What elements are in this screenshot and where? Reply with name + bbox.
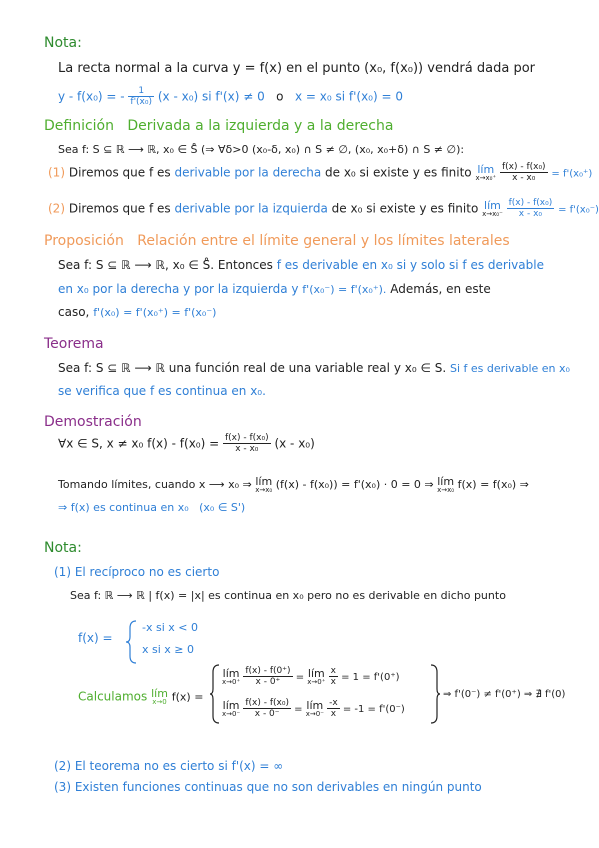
prop-line2-b: f'(x₀⁻) = f'(x₀⁺).: [302, 283, 387, 296]
demo-line3-b: (x₀ ∈ S'): [199, 501, 246, 514]
item1-number: (1): [48, 165, 65, 180]
proposicion-title: Proposición: [44, 233, 124, 249]
prop-line1-b: f es derivable en x₀ si y solo si f es derivable: [276, 258, 544, 272]
demo-limit-2: [437, 476, 454, 494]
frac-num: x: [330, 666, 336, 676]
frac-den: x: [330, 677, 336, 688]
proposicion-subtitle: Relación entre el límite general y los límites laterales: [137, 233, 510, 249]
item1-text-c: de x₀ si existe y es finito: [325, 165, 472, 180]
nota-title: Nota:: [44, 35, 82, 51]
calc-limit: [151, 688, 168, 706]
lim-word: lím: [437, 475, 455, 488]
teo-line1-b: Si f es derivable en x₀: [449, 362, 570, 375]
item2-limit: [482, 200, 503, 218]
proposicion-line-3: [58, 306, 216, 319]
lim-sub: x→x₀⁻: [482, 209, 503, 218]
demostracion-line-1: [58, 433, 315, 455]
left-limit-row: [222, 698, 405, 720]
lim-word: lím: [222, 698, 240, 712]
frac-num: f(x) - f(x₀): [245, 698, 289, 708]
lim-word: lím: [477, 162, 495, 176]
item2-fraction: [507, 198, 555, 220]
prop-line3-b: f'(x₀) = f'(x₀⁺) = f'(x₀⁻): [93, 306, 217, 319]
proposicion-heading: [44, 234, 510, 249]
definicion-heading: [44, 119, 393, 134]
calculamos-line: [78, 688, 203, 706]
item2-result: = f'(x₀⁻): [558, 204, 599, 216]
demo-line1-b: (x - x₀): [274, 436, 315, 451]
lim-word: lím: [222, 666, 240, 680]
item1-text-b: derivable por la derecha: [174, 165, 322, 180]
item2-number: (2): [48, 201, 65, 216]
demo-line2-a: Tomando límites, cuando x ⟶ x₀ ⇒: [58, 478, 252, 491]
r1-result: = 1 = f'(0⁺): [341, 671, 400, 683]
nota2-item-1: (1) El recíproco no es cierto: [54, 565, 220, 579]
eq-frac-den: f'(x₀): [130, 97, 153, 108]
lim-sub: x→x₀: [437, 486, 455, 494]
demo-line3-a: ⇒ f(x) es continua en x₀: [58, 501, 189, 514]
r1-limit: [222, 668, 240, 686]
item2-text-a: Diremos que f es: [68, 201, 171, 216]
proposicion-line-2: [58, 283, 491, 296]
lim-word: lím: [484, 198, 501, 212]
teo-line1-a: Sea f: S ⊆ ℝ ⟶ ℝ una función real de una variable real y x₀ ∈ S.: [58, 361, 447, 375]
item1-result: = f'(x₀⁺): [551, 168, 593, 180]
frac-den: x: [330, 709, 337, 720]
nota2-item-1-line: Sea f: ℝ ⟶ ℝ | f(x) = |x| es continua en x₀ pero no es derivable en dicho punto: [70, 589, 506, 602]
item2-text-c: de x₀ si existe y es finito: [331, 201, 479, 216]
lim-word: lím: [306, 698, 324, 712]
demostracion-line-2: [58, 476, 529, 494]
item2-text-b: derivable por la izquierda: [174, 201, 328, 216]
r1-fraction-2: [329, 666, 338, 688]
r2-limit: [222, 700, 240, 718]
demostracion-line-3: [58, 502, 245, 514]
definicion-subtitle: Derivada a la izquierda y a la derecha: [127, 118, 394, 134]
frac-num: f(x) - f(0⁺): [245, 666, 291, 676]
item1-limit: [475, 164, 496, 182]
lim-sub: x→0⁺: [307, 677, 326, 686]
teorema-line-1: [58, 362, 570, 375]
lim-word: lím: [307, 666, 325, 680]
derivative-conclusion: ⇒ f'(0⁻) ≠ f'(0⁺) ⇒ ∄ f'(0): [443, 689, 566, 700]
piecewise-brace-icon: [126, 620, 138, 664]
item1-text-a: Diremos que f es: [68, 165, 171, 180]
piecewise-case-1: -x si x < 0: [142, 621, 198, 634]
r1-limit-2: [307, 668, 325, 686]
eq-or: o: [276, 89, 284, 104]
prop-line2-a: en x₀ por la derecha y por la izquierda y: [58, 282, 299, 296]
lim-sub: x→0⁻: [305, 709, 324, 718]
calc-b: f(x) =: [171, 690, 204, 704]
demo-limit-1: [255, 476, 272, 494]
frac-den: x - x₀: [235, 444, 259, 455]
lim-sub: x→0: [152, 698, 167, 706]
r2-eq: =: [294, 703, 303, 715]
nota2-item-3: (3) Existen funciones continuas que no son derivables en ningún punto: [54, 780, 482, 794]
definicion-item-2: [48, 198, 599, 220]
lim-word: lím: [151, 687, 168, 700]
teorema-title: Teorema: [44, 336, 104, 352]
r2-limit-2: [306, 700, 324, 718]
eq-fraction: [128, 86, 154, 108]
calc-a: Calculamos: [78, 689, 148, 704]
definicion-title: Definición: [44, 118, 114, 134]
prop-line1-a: Sea f: S ⊆ ℝ ⟶ ℝ, x₀ ∈ S̊. Entonces: [58, 258, 273, 272]
definicion-item-1: [48, 162, 592, 184]
eq-alt: x = x₀ si f'(x₀) = 0: [294, 89, 403, 104]
normal-line-equation: [58, 86, 403, 108]
demo-fraction: [223, 433, 271, 455]
demo-line1-a: ∀x ∈ S, x ≠ x₀ f(x) - f(x₀) =: [58, 436, 220, 451]
r1-eq: =: [295, 671, 305, 683]
lim-word: lím: [255, 475, 273, 488]
system-brace-left-icon: [210, 664, 220, 724]
eq-rest: (x - x₀) si f'(x) ≠ 0: [157, 89, 265, 104]
lim-sub: x→0⁺: [222, 677, 241, 686]
teorema-line-2: se verifica que f es continua en x₀.: [58, 384, 266, 398]
nota-line: La recta normal a la curva y = f(x) en el punto (x₀, f(x₀)) vendrá dada por: [58, 61, 535, 76]
frac-den: x - 0⁻: [254, 709, 280, 720]
piecewise-case-2: x si x ≥ 0: [142, 643, 195, 656]
lim-sub: x→x₀: [255, 486, 273, 494]
r2-fraction-2: [327, 698, 340, 720]
frac-den: x - x₀: [512, 173, 536, 184]
lim-sub: x→x₀⁺: [475, 173, 497, 182]
demo-line2-c: f(x) = f(x₀) ⇒: [457, 478, 529, 491]
r2-fraction: [243, 698, 291, 720]
eq-frac-num: 1: [128, 86, 154, 97]
frac-num: f(x) - f(x₀): [508, 198, 553, 208]
system-brace-right-icon: [430, 664, 440, 724]
frac-num: f(x) - f(x₀): [225, 433, 269, 443]
demostracion-title: Demostración: [44, 414, 142, 430]
demo-line2-b: (f(x) - f(x₀)) = f'(x₀) · 0 = 0 ⇒: [275, 478, 434, 491]
r2-result: = -1 = f'(0⁻): [342, 703, 405, 715]
lim-sub: x→0⁻: [222, 709, 241, 718]
item1-fraction: [500, 162, 548, 184]
prop-line3-a: caso,: [58, 305, 90, 319]
definicion-line: Sea f: S ⊆ ℝ ⟶ ℝ, x₀ ∈ S̊ (⇒ ∀δ>0 (x₀-δ, x₀) ∩ S ≠ ∅, (x₀, x₀+δ) ∩ S ≠ ∅):: [58, 143, 465, 156]
frac-den: x - x₀: [518, 209, 543, 220]
frac-num: -x: [329, 698, 338, 708]
right-limit-row: [222, 666, 400, 688]
prop-line2-c: Además, en este: [390, 282, 491, 296]
frac-den: x - 0⁺: [255, 677, 281, 688]
eq-lhs: y - f(x₀) = -: [58, 89, 125, 104]
proposicion-line-1: [58, 259, 544, 272]
piecewise-lhs: f(x) =: [78, 631, 113, 645]
frac-num: f(x) - f(x₀): [501, 162, 546, 172]
nota2-item-2: (2) El teorema no es cierto si f'(x) = ∞: [54, 759, 284, 773]
nota2-title: Nota:: [44, 540, 82, 556]
r1-fraction: [243, 666, 292, 688]
